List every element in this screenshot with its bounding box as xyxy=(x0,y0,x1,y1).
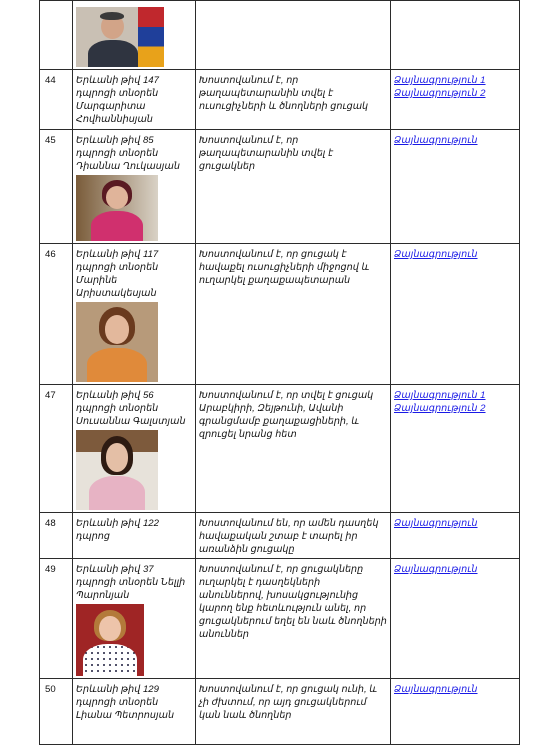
recording-link[interactable]: Ձայնագրություն xyxy=(394,249,478,260)
table-row xyxy=(40,1,520,70)
confession-description: Խոստովանում է, որ տվել է ցուցակ Արաբկիրի, Զեյթունի, Ավանի գրանցմամբ քաղաքացիների, և զրուցել նրանց հետ xyxy=(199,390,374,440)
recording-link[interactable]: Ձայնագրություն 1 xyxy=(394,390,486,401)
description-cell xyxy=(196,679,391,745)
description-cell xyxy=(196,70,391,130)
row-number: 47 xyxy=(40,385,73,513)
description-cell xyxy=(196,385,391,513)
table-row xyxy=(40,679,520,745)
description-cell xyxy=(196,1,391,70)
director-cell xyxy=(73,559,196,679)
row-number: 46 xyxy=(40,244,73,385)
recordings-cell xyxy=(391,559,520,679)
row-number: 49 xyxy=(40,559,73,679)
table-row xyxy=(40,559,520,679)
director-cell xyxy=(73,70,196,130)
director-name: Երևանի թիվ 122 դպրոց xyxy=(76,518,159,542)
row-number: 50 xyxy=(40,679,73,745)
table-row xyxy=(40,513,520,559)
confession-description: Խոստովանում է, որ թաղապետարանին տվել է ուսուցիչների և ծնողների ցուցակ xyxy=(199,75,369,112)
recordings-cell xyxy=(391,679,520,745)
director-name: Երևանի թիվ 129 դպրոցի տնօրեն Լիանա Պետրոսյան xyxy=(76,684,175,721)
recording-link[interactable]: Ձայնագրություն xyxy=(394,564,478,575)
recordings-cell xyxy=(391,130,520,244)
description-cell xyxy=(196,513,391,559)
table-row xyxy=(40,130,520,244)
portrait-photo xyxy=(76,604,144,676)
recording-link[interactable]: Ձայնագրություն xyxy=(394,518,478,529)
portrait-photo xyxy=(76,430,158,510)
confession-description: Խոստովանում են, որ ամեն դասղեկ հավաքական շտաբ է տարել իր առանձին ցուցակը xyxy=(199,518,379,555)
row-number xyxy=(40,1,73,70)
recording-link[interactable]: Ձայնագրություն xyxy=(394,684,478,695)
portrait-photo xyxy=(76,175,158,241)
confession-description: Խոստովանում է, որ ցուցակ է հավաքել ուսուցիչների միջոցով և ուղարկել քաղաքապետարան xyxy=(199,249,370,286)
director-cell xyxy=(73,513,196,559)
portrait-photo xyxy=(76,7,164,67)
recording-link[interactable]: Ձայնագրություն 1 xyxy=(394,75,486,86)
confession-description: Խոստովանում է, որ ցուցակ ունի, և չի ժխտում, որ այդ ցուցակներում կան նաև ծնողներ xyxy=(199,684,378,721)
table-row xyxy=(40,244,520,385)
director-name: Երևանի թիվ 56 դպրոցի տնօրեն Սուսաննա Գալստյան xyxy=(76,390,186,427)
description-cell xyxy=(196,130,391,244)
row-number: 48 xyxy=(40,513,73,559)
table-body xyxy=(40,1,520,745)
director-name: Երևանի թիվ 37 դպրոցի տնօրեն Նելլի Պարոնյան xyxy=(76,564,186,601)
description-cell xyxy=(196,244,391,385)
row-number: 44 xyxy=(40,70,73,130)
director-cell xyxy=(73,130,196,244)
recording-link[interactable]: Ձայնագրություն 2 xyxy=(394,88,486,99)
director-name: Երևանի թիվ 85 դպրոցի տնօրեն Դիաննա Ղուկասյան xyxy=(76,135,180,172)
director-name: Երևանի թիվ 147 դպրոցի տնօրեն Մարգարիտա Հովհաննիսյան xyxy=(76,75,159,125)
confession-description: Խոստովանում է, որ ցուցակները ուղարկել է դասղեկների անուններով, խոսակցությունից կարող ենք հետևություն անել, որ ցուցակներում եղել են նաև ծնողների անուններ xyxy=(199,564,387,640)
school-directors-table xyxy=(39,0,520,745)
confession-description: Խոստովանում է, որ թաղապետարանին տվել է ցուցակներ xyxy=(199,135,334,172)
recordings-cell xyxy=(391,385,520,513)
recordings-cell xyxy=(391,70,520,130)
table-row xyxy=(40,70,520,130)
recordings-cell xyxy=(391,513,520,559)
recording-link[interactable]: Ձայնագրություն 2 xyxy=(394,403,486,414)
director-cell xyxy=(73,385,196,513)
table-row xyxy=(40,385,520,513)
description-cell xyxy=(196,559,391,679)
director-cell xyxy=(73,1,196,70)
recording-link[interactable]: Ձայնագրություն xyxy=(394,135,478,146)
recordings-cell xyxy=(391,244,520,385)
recordings-cell xyxy=(391,1,520,70)
director-cell xyxy=(73,679,196,745)
row-number: 45 xyxy=(40,130,73,244)
director-cell xyxy=(73,244,196,385)
portrait-photo xyxy=(76,302,158,382)
director-name: Երևանի թիվ 117 դպրոցի տնօրեն Մարինե Արիստակեսյան xyxy=(76,249,159,299)
